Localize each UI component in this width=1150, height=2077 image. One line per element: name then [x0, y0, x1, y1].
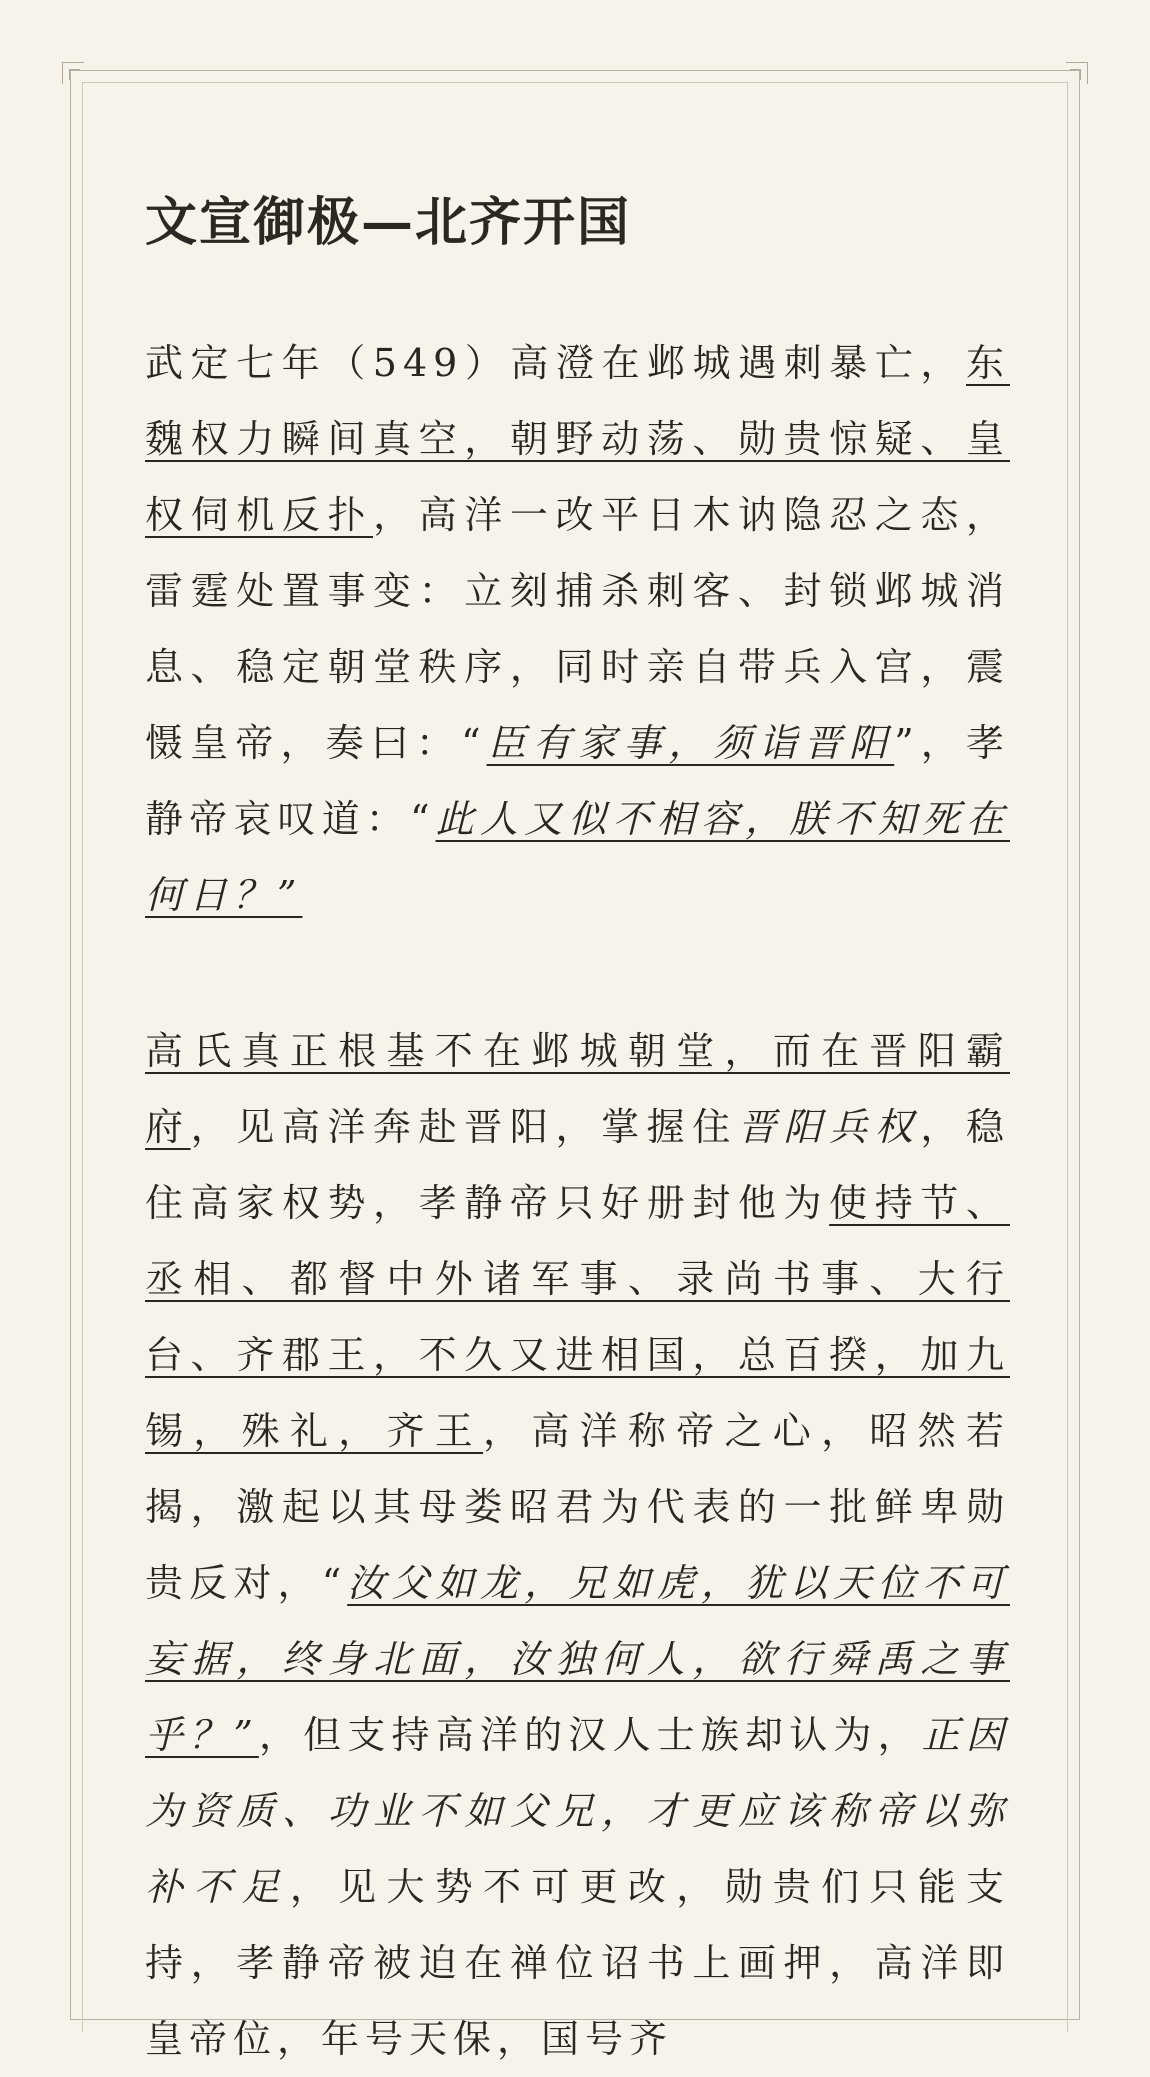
article [145, 180, 1010, 2077]
text-segment: 使持节、丞相、都督中外诸军事、录尚书事、大行台、齐郡王，不久又进相国，总百揆，加九锡，殊礼，齐王 [145, 1181, 1010, 1453]
text-segment: ，高洋称帝之心，昭然若揭，激起以其母娄昭君为代表的一批鲜卑勋贵反对，“ [145, 1409, 1010, 1605]
text-segment: 晋阳兵权 [737, 1105, 921, 1149]
text-segment: 东魏权力瞬间真空，朝野动荡、勋贵惊疑、皇权伺机反扑 [145, 341, 1010, 537]
text-segment: 此人又似不相容，朕不知死在何日？” [145, 797, 1010, 917]
text-segment: ”，孝静帝哀叹道：“ [145, 721, 1010, 841]
text-segment: ，见大势不可更改，勋贵们只能支持，孝静帝被迫在禅位诏书上画押，高洋即皇帝位，年号天保，国号齐 [145, 1865, 1010, 2061]
text-segment: 武定七年（549）高澄在邺城遇刺暴亡， [145, 341, 966, 385]
text-segment: ，但支持高洋的汉人士族却认为， [258, 1713, 922, 1757]
text-segment: 高氏真正根基不在邺城朝堂，而在晋阳霸府 [145, 1029, 1010, 1149]
text-segment: ，稳住高家权势，孝静帝只好册封他为 [145, 1105, 1010, 1225]
paragraph-1 [145, 325, 1010, 933]
article-title: 文宣御极—北齐开国 [145, 192, 632, 253]
text-segment: 正因为资质、功业不如父兄，才更应该称帝以弥补不足 [145, 1713, 1010, 1909]
corner-ornament-top-left [62, 62, 84, 84]
text-segment: ，高洋一改平日木讷隐忍之态，雷霆处置事变：立刻捕杀刺客、封锁邺城消息、稳定朝堂秩序，同时亲自带兵入宫，震慑皇帝，奏曰：“ [145, 493, 1010, 765]
corner-ornament-top-right [1066, 62, 1088, 84]
text-segment: 臣有家事，须诣晋阳 [486, 721, 895, 765]
text-segment: ，见高洋奔赴晋阳，掌握住 [190, 1105, 738, 1149]
paragraph-2 [145, 1013, 1010, 2077]
text-segment: 汝父如龙，兄如虎，犹以天位不可妄据，终身北面，汝独何人，欲行舜禹之事乎？” [145, 1561, 1010, 1757]
